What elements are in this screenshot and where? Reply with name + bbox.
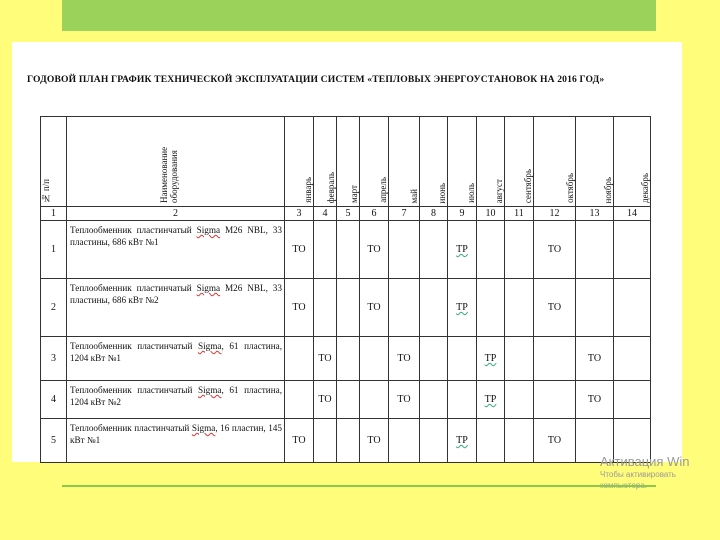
schedule-cell [614, 337, 651, 381]
top-accent-bar [62, 0, 656, 31]
table-row [41, 419, 651, 463]
equipment-name-part: Sigma [196, 225, 221, 235]
row-number: 1 [41, 221, 67, 279]
column-number: 7 [389, 207, 420, 221]
schedule-cell [576, 279, 614, 337]
equipment-name-part: Sigma [197, 385, 222, 395]
schedule-cell [505, 337, 534, 381]
table-row [41, 279, 651, 337]
schedule-cell [448, 381, 477, 419]
equipment-name-part: Sigma [197, 341, 222, 351]
schedule-cell: ТР [477, 381, 505, 419]
row-number: 3 [41, 337, 67, 381]
header-month-4: апрель [360, 117, 389, 207]
schedule-cell: ТО [576, 337, 614, 381]
row-number: 2 [41, 279, 67, 337]
header-month-3: март [337, 117, 360, 207]
document-page [12, 42, 690, 479]
column-number: 13 [576, 207, 614, 221]
equipment-name-part: Теплообменник пластинчатый [70, 341, 198, 351]
equipment-name-part: Sigma [196, 283, 221, 293]
column-number: 8 [420, 207, 448, 221]
schedule-cell [337, 381, 360, 419]
schedule-cell: ТО [534, 419, 576, 463]
schedule-cell [420, 221, 448, 279]
schedule-cell [285, 381, 314, 419]
header-month-1: январь [285, 117, 314, 207]
header-month-8: август [477, 117, 505, 207]
schedule-cell [337, 419, 360, 463]
equipment-name-part: , 61 пластина, 1204 кВт №2 [70, 385, 282, 407]
schedule-cell [360, 337, 389, 381]
table-row [41, 337, 651, 381]
schedule-cell [420, 337, 448, 381]
schedule-cell [505, 221, 534, 279]
equipment-name [67, 337, 285, 381]
equipment-name-part: , 16 пластин, 145 кВт №1 [70, 423, 282, 445]
schedule-cell: ТО [389, 337, 420, 381]
table-row [41, 381, 651, 419]
equipment-name-part: Sigma [191, 423, 216, 433]
row-number: 5 [41, 419, 67, 463]
schedule-cell [477, 221, 505, 279]
schedule-cell [285, 337, 314, 381]
schedule-cell [420, 279, 448, 337]
header-month-7: июль [448, 117, 477, 207]
schedule-cell [614, 221, 651, 279]
column-number: 6 [360, 207, 389, 221]
schedule-cell [448, 337, 477, 381]
document-title: ГОДОВОЙ ПЛАН ГРАФИК ТЕХНИЧЕСКОЙ ЭКСПЛУАТАЦИИ СИСТЕМ «ТЕПЛОВЫХ ЭНЕРГОУСТАНОВОК НА 2016 ГОД» [27, 74, 605, 85]
equipment-name-part: Теплообменник пластинчатый [70, 385, 198, 395]
schedule-cell [505, 419, 534, 463]
schedule-cell [420, 381, 448, 419]
schedule-cell: ТО [314, 337, 337, 381]
schedule-cell [389, 419, 420, 463]
column-number: 14 [614, 207, 651, 221]
equipment-name-part: М26 NBL, 33 пластины, 686 кВт №2 [70, 283, 282, 305]
schedule-cell: ТР [448, 419, 477, 463]
column-number: 9 [448, 207, 477, 221]
header-month-5: май [389, 117, 420, 207]
header-month-6: июнь [420, 117, 448, 207]
schedule-cell: ТО [285, 221, 314, 279]
schedule-cell [534, 337, 576, 381]
header-equipment: Наименование оборудования [67, 117, 285, 207]
schedule-cell [337, 337, 360, 381]
schedule-cell [420, 419, 448, 463]
schedule-cell [505, 381, 534, 419]
column-number: 2 [67, 207, 285, 221]
schedule-cell [389, 221, 420, 279]
schedule-cell [360, 381, 389, 419]
schedule-cell: ТО [360, 419, 389, 463]
schedule-cell: ТО [534, 279, 576, 337]
table-row [41, 221, 651, 279]
schedule-cell [576, 221, 614, 279]
schedule-cell [314, 419, 337, 463]
column-number: 11 [505, 207, 534, 221]
schedule-cell [389, 279, 420, 337]
equipment-name-part: Теплообменник пластинчатый [70, 283, 197, 293]
header-month-2: февраль [314, 117, 337, 207]
schedule-cell [505, 279, 534, 337]
equipment-name-part: М26 NBL, 33 пластины, 686 кВт №1 [70, 225, 282, 247]
equipment-name-part: Теплообменник пластинчатый [70, 225, 197, 235]
row-number: 4 [41, 381, 67, 419]
schedule-cell: ТО [360, 279, 389, 337]
equipment-name-part: Теплообменник пластинчатый [70, 423, 192, 433]
column-number: 12 [534, 207, 576, 221]
schedule-cell [337, 279, 360, 337]
column-number: 3 [285, 207, 314, 221]
schedule-cell: ТО [360, 221, 389, 279]
activation-watermark: Активация Win Чтобы активировать [600, 454, 690, 479]
header-month-12: декабрь [614, 117, 651, 207]
header-row [41, 117, 651, 207]
column-number-row [41, 207, 651, 221]
equipment-name-part: , 61 пластина, 1204 кВт №1 [70, 341, 282, 363]
schedule-cell: ТО [314, 381, 337, 419]
schedule-cell: ТО [285, 419, 314, 463]
equipment-name [67, 221, 285, 279]
schedule-cell: ТР [448, 279, 477, 337]
schedule-cell [614, 279, 651, 337]
equipment-name [67, 279, 285, 337]
schedule-cell [477, 279, 505, 337]
schedule-cell: ТР [448, 221, 477, 279]
schedule-cell [314, 221, 337, 279]
schedule-cell [477, 419, 505, 463]
header-month-11: ноябрь [576, 117, 614, 207]
header-month-10: октябрь [534, 117, 576, 207]
schedule-cell: ТО [534, 221, 576, 279]
header-month-9: сентябрь [505, 117, 534, 207]
schedule-cell [337, 221, 360, 279]
schedule-table [40, 116, 651, 463]
schedule-cell [534, 381, 576, 419]
schedule-cell: ТО [285, 279, 314, 337]
schedule-cell [314, 279, 337, 337]
equipment-name [67, 381, 285, 419]
column-number: 4 [314, 207, 337, 221]
schedule-cell [614, 381, 651, 419]
schedule-cell: ТР [477, 337, 505, 381]
schedule-cell: ТО [576, 381, 614, 419]
header-num: № п/п [41, 117, 67, 207]
column-number: 1 [41, 207, 67, 221]
schedule-cell: ТО [389, 381, 420, 419]
column-number: 5 [337, 207, 360, 221]
column-number: 10 [477, 207, 505, 221]
equipment-name [67, 419, 285, 463]
bottom-accent-line [62, 485, 656, 487]
